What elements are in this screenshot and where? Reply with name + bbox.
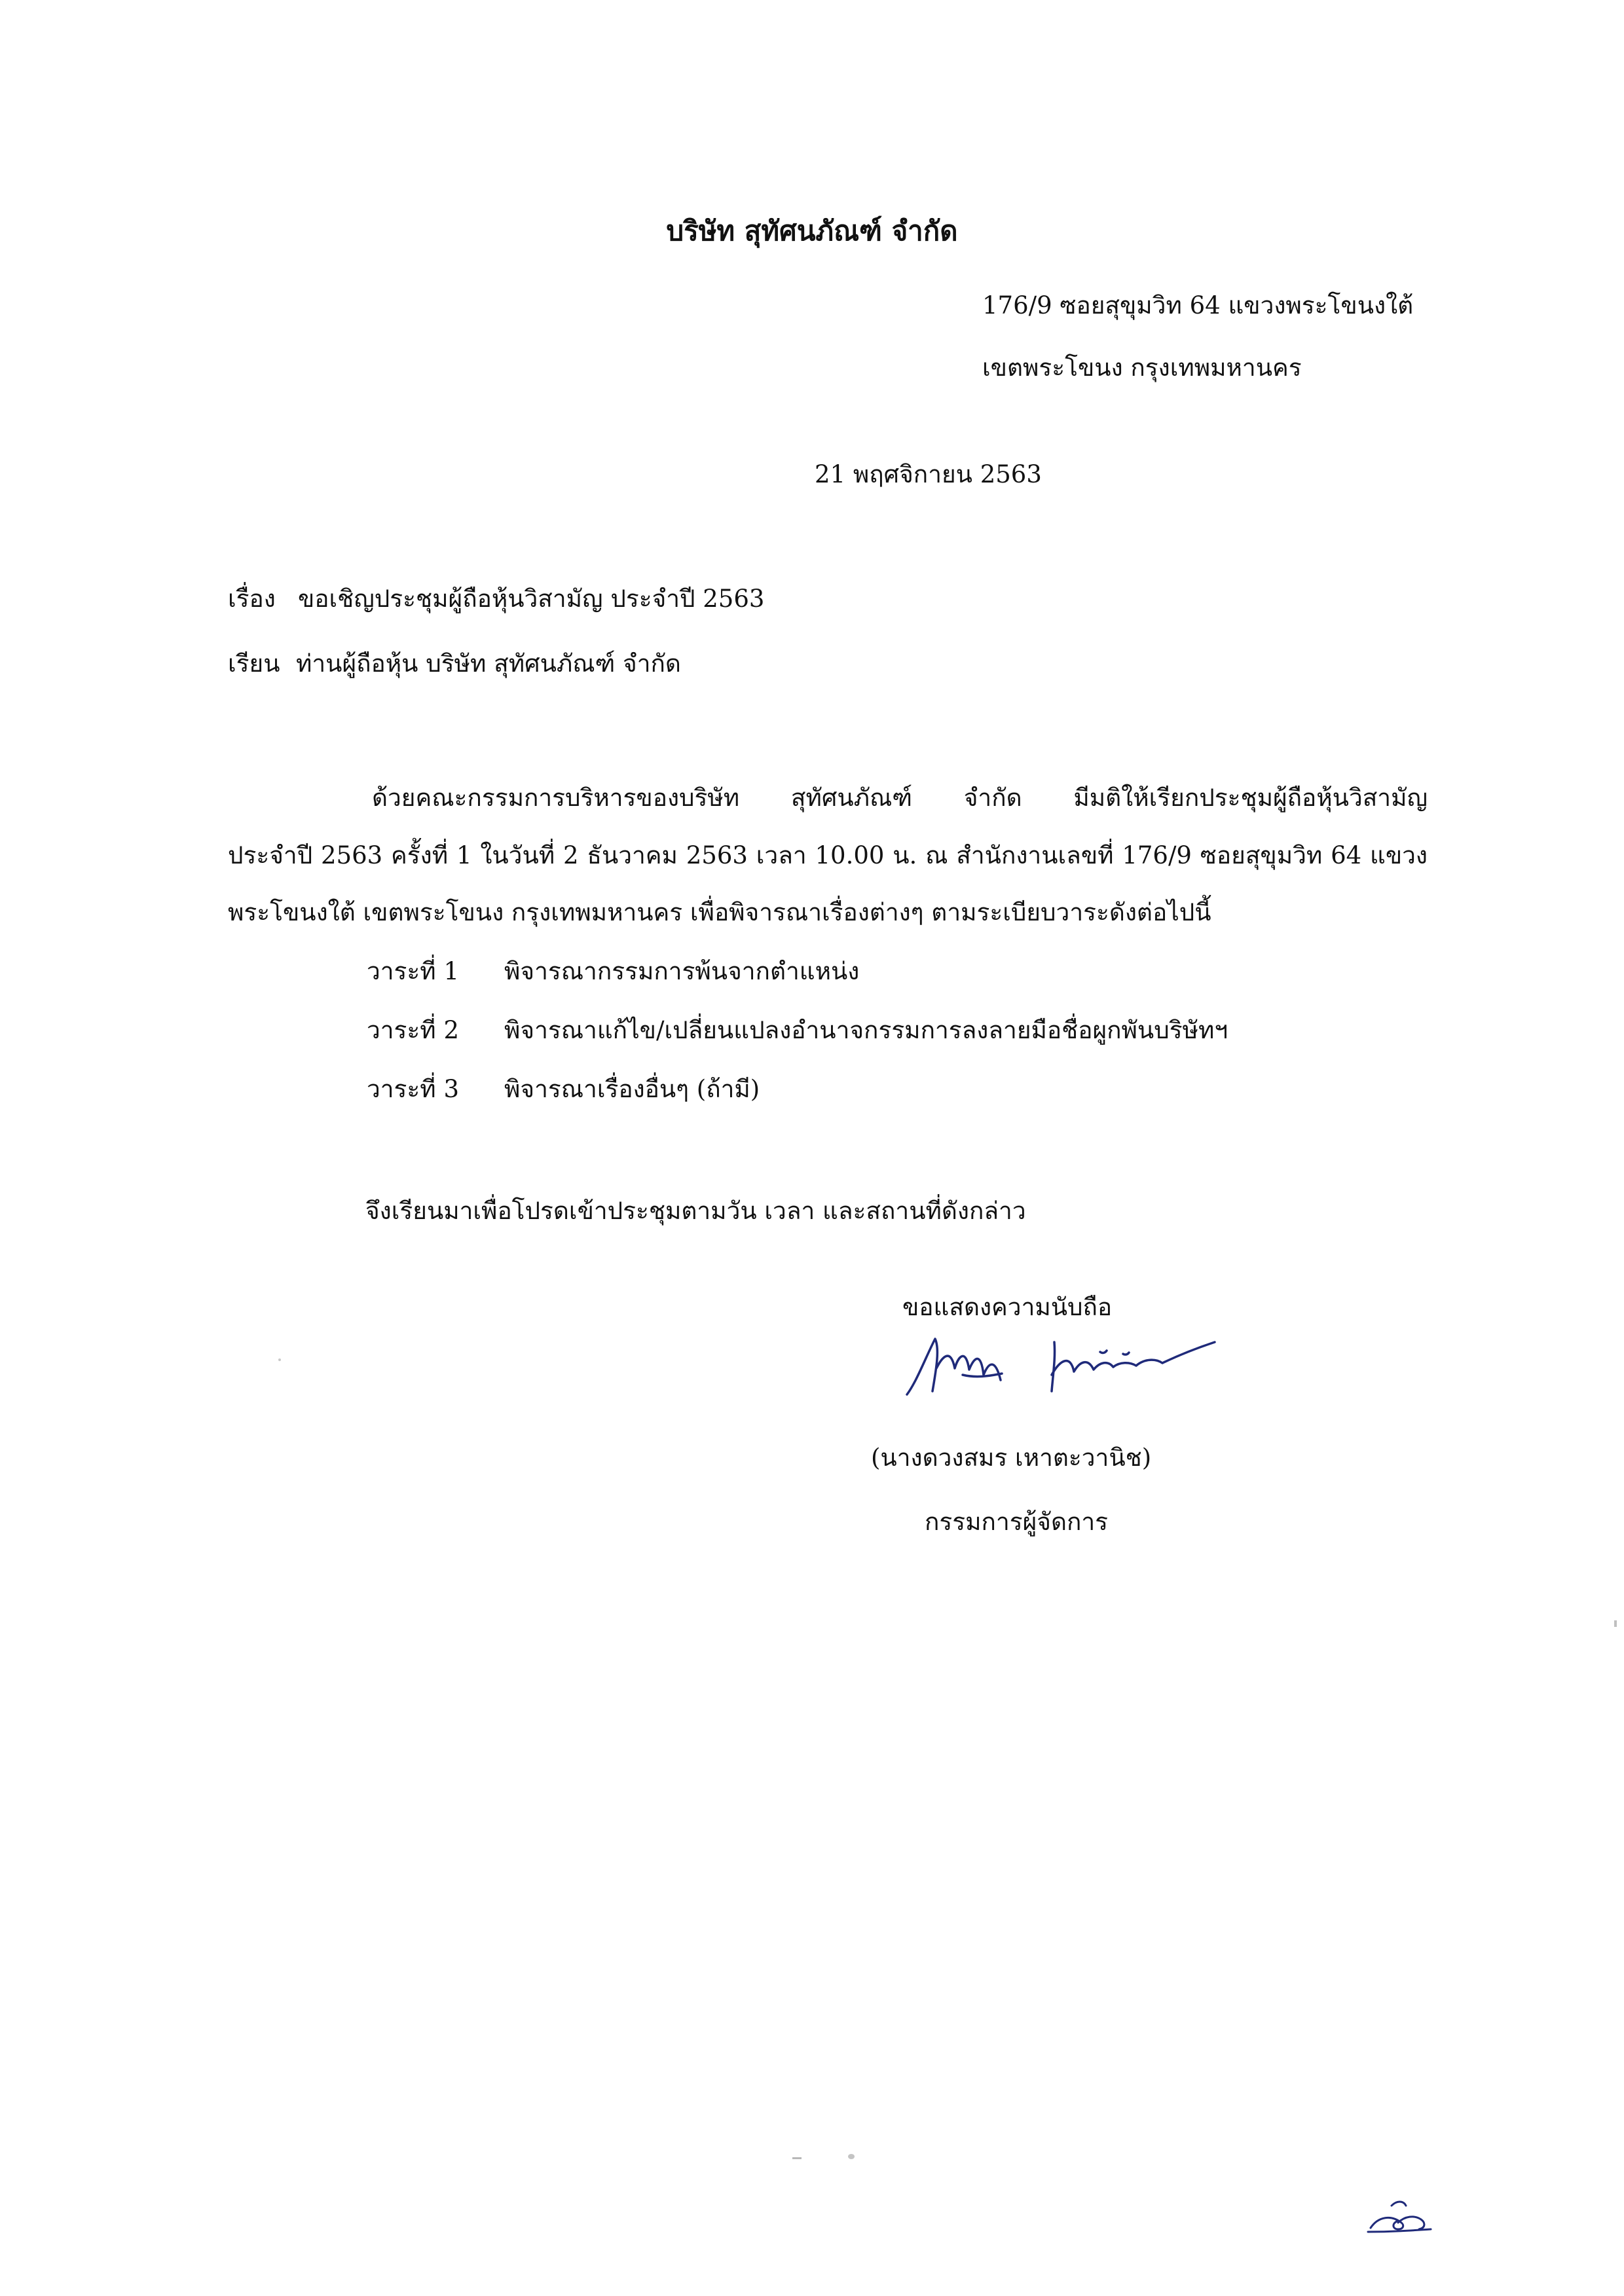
agenda-3-text: พิจารณาเรื่องอื่นๆ (ถ้ามี) — [504, 1075, 760, 1103]
letter-date: 21 พฤศจิกายน 2563 — [815, 460, 1042, 488]
body-line-1: ด้วยคณะกรรมการบริหารของบริษัท สุทัศนภัณฑ์ จำกัด มีมติให้เรียกประชุมผู้ถือหุ้นวิสามัญ — [372, 784, 1428, 812]
agenda-2-label: วาระที่ 2 — [367, 1016, 459, 1044]
company-name: บริษัท สุทัศนภัณฑ์ จำกัด — [666, 215, 958, 247]
closing-line: จึงเรียนมาเพื่อโปรดเข้าประชุมตามวัน เวลา และสถานที่ดังกล่าว — [365, 1197, 1026, 1225]
initial-mark — [1365, 2196, 1437, 2236]
agenda-1-label: วาระที่ 1 — [367, 957, 459, 985]
agenda-2-text: พิจารณาแก้ไข/เปลี่ยนแปลงอำนาจกรรมการลงลายมือชื่อผูกพันบริษัทฯ — [504, 1016, 1228, 1044]
agenda-1-text: พิจารณากรรมการพ้นจากตำแหน่ง — [504, 957, 860, 985]
signer-title: กรรมการผู้จัดการ — [925, 1508, 1109, 1536]
recipient-label: เรียน — [228, 649, 280, 678]
scan-speck — [1614, 1620, 1617, 1627]
scan-speck — [278, 1358, 281, 1361]
body-line-2: ประจำปี 2563 ครั้งที่ 1 ในวันที่ 2 ธันวาคม 2563 เวลา 10.00 น. ณ สำนักงานเลขที่ 176/9 ซอยสุขุมวิท 64 แขวง — [228, 841, 1428, 869]
regards: ขอแสดงความนับถือ — [902, 1293, 1113, 1321]
body-line-3: พระโขนงใต้ เขตพระโขนง กรุงเทพมหานคร เพื่อพิจารณาเรื่องต่างๆ ตามระเบียบวาระดังต่อไปนี้ — [228, 898, 1211, 926]
signer-name: (นางดวงสมร เหาตะวานิช) — [871, 1444, 1152, 1472]
agenda-3-label: วาระที่ 3 — [367, 1075, 459, 1103]
scan-speck — [792, 2157, 802, 2159]
recipient-text: ท่านผู้ถือหุ้น บริษัท สุทัศนภัณฑ์ จำกัด — [296, 649, 681, 678]
scan-speck — [848, 2154, 855, 2159]
address-line-2: เขตพระโขนง กรุงเทพมหานคร — [982, 354, 1302, 382]
handwritten-signature — [904, 1329, 1231, 1401]
subject-label: เรื่อง — [228, 585, 276, 613]
address-line-1: 176/9 ซอยสุขุมวิท 64 แขวงพระโขนงใต้ — [982, 291, 1414, 319]
subject-text: ขอเชิญประชุมผู้ถือหุ้นวิสามัญ ประจำปี 2563 — [298, 585, 765, 613]
